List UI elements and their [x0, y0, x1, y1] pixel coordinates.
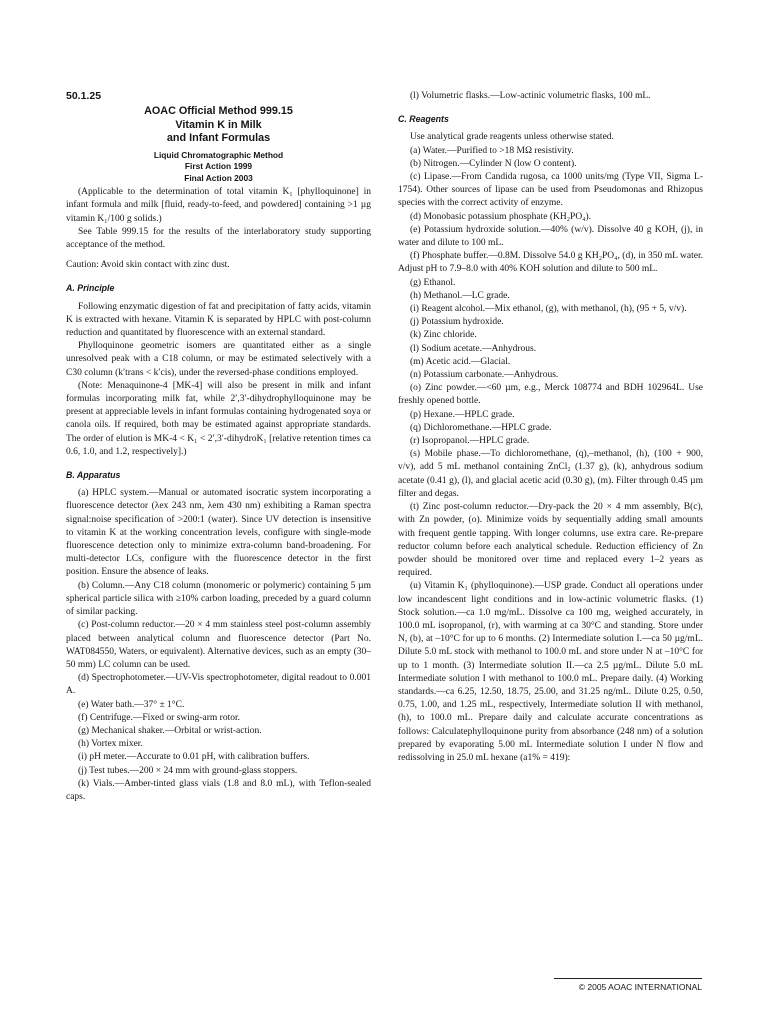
apparatus-item-a: (a) HPLC system.—Manual or automated isocratic system incorporating a fluorescence detector (λex 243 nm, λem 430 nm) exhibiting a Raman spectra signal:noise specification of >200:1 (water). Since UV detection is insensitive to vitamin K at the working concentration levels, configure with single-mode fluorescence detection only to minimize extra-column band-broadening. For multi-detector LCs, configure with the fluorescence detector in the first position. Ensure the absence of leaks.	[66, 488, 371, 578]
apparatus-item-h: (h) Vortex mixer.	[78, 739, 143, 750]
principle-note-paragraph: (Note: Menaquinone-4 [MK-4] will also be present in milk and infant formulas incorporating milk fat, while 2′,3′-dihydrophylloquinone may be present at appreciable levels in infant formulas containing hydrogenated soya or canola oils. If required, both may be estimated against appropriate standards. The order of elution is MK-4 < K₁ < 2′,3′-dihydroK₁ [relative retention times ca 0.6, 1.0, and 1.2, respectively].)	[66, 380, 371, 457]
apparatus-item-i: (i) pH meter.—Accurate to 0.01 pH, with calibration buffers.	[78, 752, 310, 763]
reagents-heading: C. Reagents	[398, 114, 449, 125]
reagents-intro: Use analytical grade reagents unless otherwise stated.	[410, 132, 614, 143]
reagent-item-a: (a) Water.—Purified to >18 MΩ resistivity.	[410, 145, 574, 156]
method-title-line-1: AOAC Official Method 999.15	[144, 105, 293, 118]
method-title-line-3: and Infant Formulas	[166, 132, 271, 145]
reagent-item-q: (q) Dichloromethane.—HPLC grade.	[410, 422, 552, 433]
right-column	[398, 90, 703, 765]
reagent-item-c: (c) Lipase.—From Candida rugosa, ca 1000 units/mg (Type VII, Sigma L-1754). Other sources of lipase can be used from Pseudomonas and Rhizopus species with the correct activity of enzyme.	[398, 172, 703, 209]
left-column	[66, 90, 371, 804]
principle-paragraph-1: Following enzymatic digestion of fat and precipitation of fatty acids, vitamin K is extracted with hexane. Vitamin K is separated by HPLC with post-column reduction and quantitated by fluorescence with an external standard.	[66, 301, 371, 339]
apparatus-item-k: (k) Vials.—Amber-tinted glass vials (1.8 and 8.0 mL), with Teflon-sealed caps.	[66, 778, 371, 802]
apparatus-heading: B. Apparatus	[66, 470, 121, 481]
reagent-item-r: (r) Isopropanol.—HPLC grade.	[410, 436, 530, 447]
method-subtitle-line-3: Final Action 2003	[184, 172, 253, 183]
reagent-item-b: (b) Nitrogen.—Cylinder N (low O content).	[410, 158, 577, 169]
reagent-item-i: (i) Reagent alcohol.—Mix ethanol, (g), with methanol, (h), (95 + 5, v/v).	[410, 304, 687, 315]
reagent-item-d: (d) Monobasic potassium phosphate (KH₂PO₄).	[410, 211, 592, 222]
section-number: 50.1.25	[66, 90, 102, 102]
reagent-item-g: (g) Ethanol.	[410, 277, 456, 288]
reagent-item-p: (p) Hexane.—HPLC grade.	[410, 409, 515, 420]
apparatus-item-e: (e) Water bath.—37° ± 1°C.	[78, 699, 185, 710]
reagent-item-k: (k) Zinc chloride.	[410, 330, 477, 341]
copyright-footer: © 2005 AOAC INTERNATIONAL	[578, 982, 702, 992]
reagent-item-s: (s) Mobile phase.—To dichloromethane, (q),–methanol, (h), (100 + 900, v/v), add 5 mL methanol containing ZnCl₂ (1.37 g), (k), anhydrous sodium acetate (0.41 g), (l), and glacial acetic acid (0.30 g), (m). Filter through 0.45 µm filter and degas.	[398, 449, 703, 499]
caution-paragraph: Caution: Avoid skin contact with zinc dust.	[66, 260, 230, 271]
reagent-item-o: (o) Zinc powder.—<60 µm, e.g., Merck 108774 and BDH 102964L. Use freshly opened bottle.	[398, 383, 703, 407]
method-subtitle-line-2: First Action 1999	[184, 161, 253, 172]
reagent-item-n: (n) Potassium carbonate.—Anhydrous.	[410, 370, 559, 381]
apparatus-item-b: (b) Column.—Any C18 column (monomeric or polymeric) containing 5 µm spherical particle silica with ≥10% carbon loading, preceded by a guard column of similar packing.	[66, 580, 371, 618]
reagent-item-l: (l) Sodium acetate.—Anhydrous.	[410, 343, 537, 354]
principle-heading: A. Principle	[66, 283, 115, 294]
reagent-item-e: (e) Potassium hydroxide solution.—40% (w/v). Dissolve 40 g KOH, (j), in water and dilute to 100 mL.	[398, 224, 703, 249]
apparatus-item-l: (l) Volumetric flasks.—Low-actinic volumetric flasks, 100 mL.	[410, 91, 651, 101]
see-table-paragraph: See Table 999.15 for the results of the interlaboratory study supporting acceptance of the method.	[66, 226, 371, 251]
method-title-line-2: Vitamin K in Milk	[175, 118, 262, 131]
reagent-item-t: (t) Zinc post-column reductor.—Dry-pack the 20 × 4 mm assembly, B(c), with Zn powder, (o). Minimize voids by sequentially adding small amounts with frequent gentle tapping. With longer columns, use extra care. Re-prepare reductor column before each analytical schedule. Reduction efficiency of Zn powder should be monitored over time and replaced every 1–2 years as required.	[398, 502, 703, 579]
principle-paragraph-2: Phylloquinone geometric isomers are quantitated either as a single unresolved peak with a C18 column, or may be estimated selectively with a C30 column (k′trans < k′cis), under the reversed-phase conditions employed.	[66, 341, 371, 378]
reagent-item-f: (f) Phosphate buffer.—0.8M. Dissolve 54.0 g KH₂PO₄, (d), in 350 mL water. Adjust pH to 7.9–8.0 with 40% KOH solution and dilute to 500 mL.	[398, 251, 703, 275]
footer-rule	[554, 978, 702, 979]
reagent-item-h: (h) Methanol.—LC grade.	[410, 290, 510, 301]
applicability-paragraph: (Applicable to the determination of total vitamin K₁ [phylloquinone] in infant formula and milk [fluid, ready-to-feed, and powdered] containing >1 µg vitamin K₁/100 g solids.)	[66, 187, 371, 224]
reagent-item-j: (j) Potassium hydroxide.	[410, 317, 504, 328]
reagent-item-u: (u) Vitamin K₁ (phylloquinone).—USP grade. Conduct all operations under low incandescent light conditions and in low-actinic volumetric flasks. (1) Stock solution.—ca 1.0 mg/mL. Dissolve ca 100 mg, weighed accurately, in 100.0 mL isopropanol, (r), with warming at ca 30°C and standing. Store under N, (b), at –10°C for up to 6 months. (2) Intermediate solution I.—ca 50 µg/mL. Dilute 5.0 mL stock with methanol to 100.0 mL and store under N at –10°C for up to 1 month. (3) Intermediate solution II.—ca 2.5 µg/mL. Dilute 5.0 mL Intermediate solution I with methanol to 100.0 mL. Prepare daily. (4) Working standards.—ca 6.25, 12.50, 18.75, 25.00, and 31.25 ng/mL. Dilute 0.25, 0.50, 0.75, 1.00, and 1.25 mL, respectively, Intermediate solution II with methanol, (h), to 100.0 mL. Prepare daily and calculate accurate concentrations as follows: Calculatephylloquinone purity from absorbance (248 nm) of a solution prepared by evaporating 5.00 mL Intermediate solution I under N flow and redissolving in 25.0 mL hexane (a1% = 419):	[398, 581, 703, 763]
apparatus-item-g: (g) Mechanical shaker.—Orbital or wrist-action.	[78, 725, 262, 736]
apparatus-item-d: (d) Spectrophotometer.—UV-Vis spectrophotometer, digital readout to 0.001 A.	[66, 673, 371, 697]
apparatus-item-j: (j) Test tubes.—200 × 24 mm with ground-glass stoppers.	[78, 765, 298, 776]
reagent-item-m: (m) Acetic acid.—Glacial.	[410, 356, 511, 367]
method-subtitle-line-1: Liquid Chromatographic Method	[153, 149, 284, 160]
apparatus-item-f: (f) Centrifuge.—Fixed or swing-arm rotor.	[78, 712, 240, 723]
apparatus-item-c: (c) Post-column reductor.—20 × 4 mm stainless steel post-column assembly placed between analytical column and fluorescence detector (Part No. WAT084550, Waters, or equivalent). Alternative devices, such as an empty (30–50 mm) LC column can be used.	[66, 620, 371, 670]
